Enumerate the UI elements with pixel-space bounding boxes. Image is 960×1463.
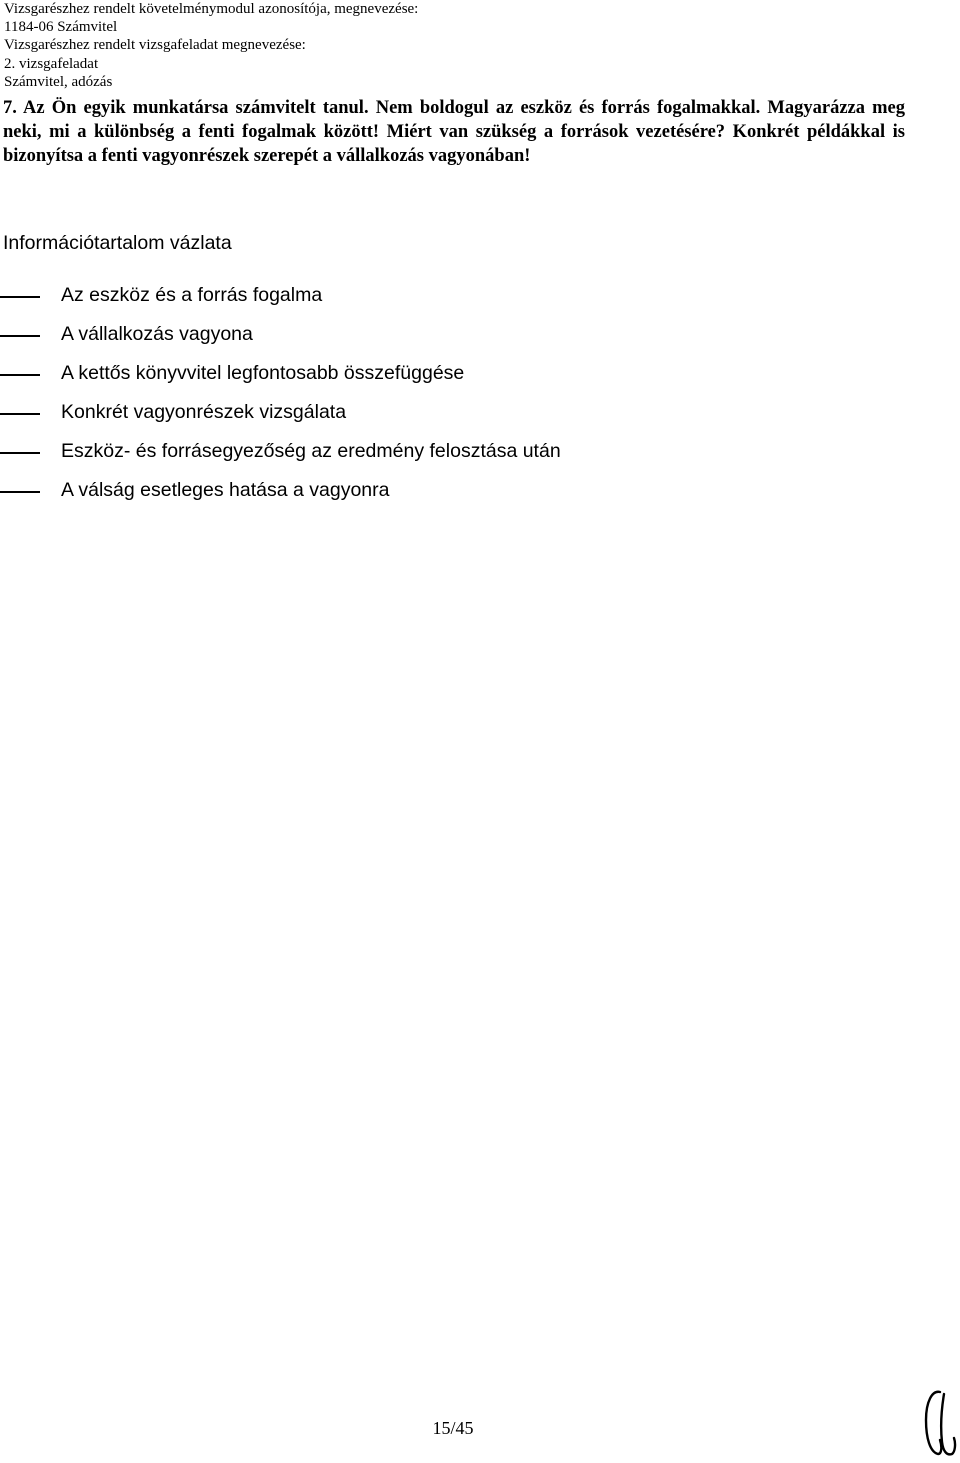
header-task-label: Vizsgarészhez rendelt vizsgafeladat megnevezése: [4,37,306,54]
header-task-name: Számvitel, adózás [4,73,113,90]
list-item-text: A vállalkozás vagyona [61,323,253,345]
outline-title: Információtartalom vázlata [3,232,232,254]
list-item-text: Konkrét vagyonrészek vizsgálata [61,401,347,423]
header-module-value: 1184-06 Számvitel [4,19,118,36]
header-module-label: Vizsgarészhez rendelt követelménymodul azonosítója, megnevezése: [4,1,419,17]
document-header [4,0,944,91]
list-item-text: A kettős könyvvitel legfontosabb összefüggése [61,362,465,384]
signature-icon [918,1384,958,1462]
list-item-text: Eszköz- és forrásegyezőség az eredmény felosztása után [61,440,561,462]
exam-question: 7. Az Ön egyik munkatársa számvitelt tanul. Nem boldogul az eszköz és forrás fogalmakkal. Magyarázza meg neki, mi a különbség a fenti fogalmak között! Miért van szükség a források vezetésére? Konkrét példákkal is bizonyítsa a fenti vagyonrészek szerepét a vállalkozás vagyonában! [3,98,905,166]
list-item-text: Az eszköz és a forrás fogalma [61,284,323,306]
list-item-text: A válság esetleges hatása a vagyonra [61,479,390,501]
header-task-number: 2. vizsgafeladat [4,55,99,72]
page-number: 15/45 [432,1418,474,1438]
